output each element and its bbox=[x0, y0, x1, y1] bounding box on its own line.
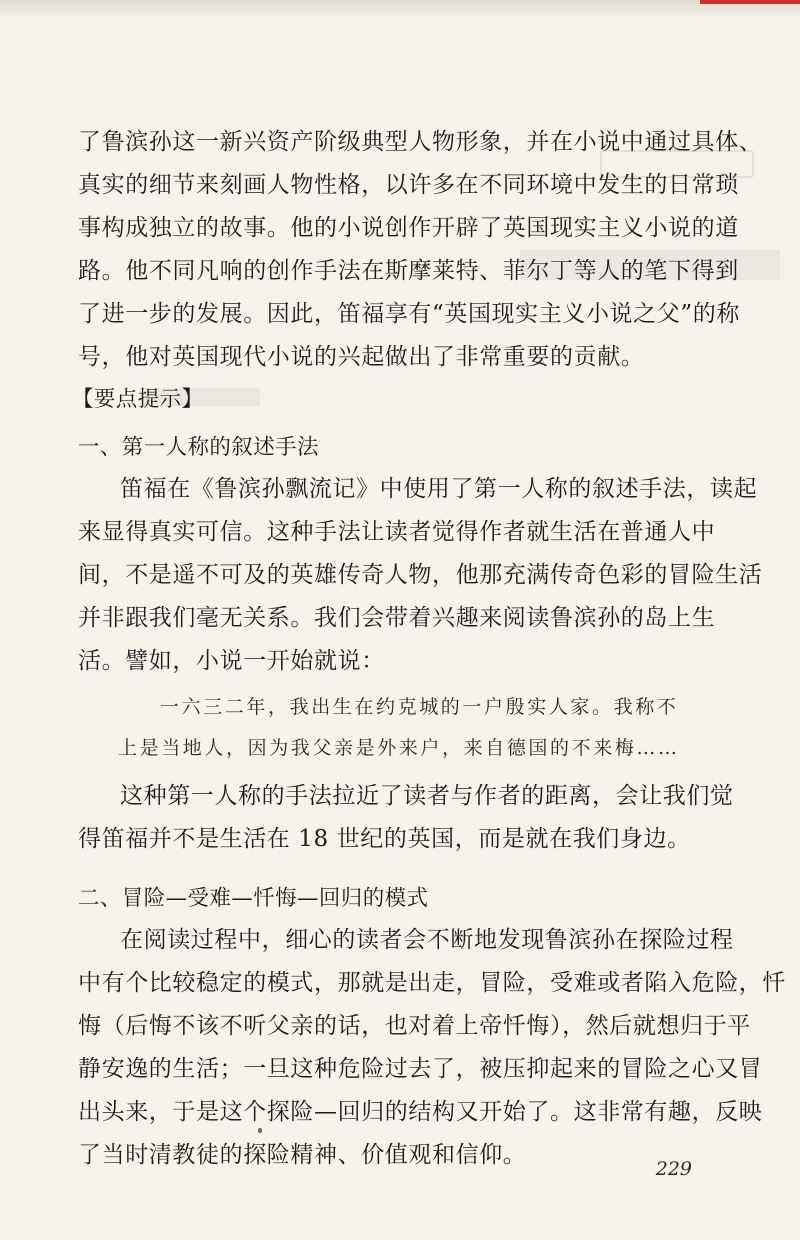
section-1-closing-line: 这种第一人称的手法拉近了读者与作者的距离，会让我们觉 bbox=[120, 783, 734, 809]
paragraph-1-line: 真实的细节来刻画人物性格，以许多在不同环境中发生的日常琐 bbox=[78, 172, 739, 198]
section-1-line: 并非跟我们毫无关系。我们会带着兴趣来阅读鲁滨孙的岛上生 bbox=[78, 605, 716, 631]
section-2-line: 在阅读过程中，细心的读者会不断地发现鲁滨孙在探险过程 bbox=[120, 927, 734, 953]
paragraph-1-line: 号，他对英国现代小说的兴起做出了非常重要的贡献。 bbox=[78, 344, 645, 370]
page-number: 229 bbox=[655, 1158, 692, 1180]
section-1-closing-line: 得笛福并不是生活在 18 世纪的英国，而是就在我们身边。 bbox=[78, 826, 691, 852]
section-1-line: 间，不是遥不可及的英雄传奇人物，他那充满传奇色彩的冒险生活 bbox=[78, 562, 763, 588]
section-2-line: 中有个比较稳定的模式，那就是出走，冒险，受难或者陷入危险，忏 bbox=[78, 970, 786, 996]
section-1-heading: 一、第一人称的叙述手法 bbox=[78, 435, 319, 460]
block-quote-line: 上是当地人，因为我父亲是外来户，来自德国的不来梅…… bbox=[118, 737, 680, 759]
section-1-line: 笛福在《鲁滨孙飘流记》中使用了第一人称的叙述手法，读起 bbox=[120, 476, 758, 502]
paragraph-1-line: 路。他不同凡响的创作手法在斯摩莱特、菲尔丁等人的笔下得到 bbox=[78, 258, 739, 284]
paragraph-1-line: 事构成独立的故事。他的小说创作开辟了英国现实主义小说的道 bbox=[78, 215, 739, 241]
section-1-line: 来显得真实可信。这种手法让读者觉得作者就生活在普通人中 bbox=[78, 519, 716, 545]
key-points-title: 【要点提示】 bbox=[72, 387, 204, 412]
section-2-line: 静安逸的生活；一旦这种危险过去了，被压抑起来的冒险之心又冒 bbox=[78, 1056, 763, 1082]
section-2-line: 悔（后悔不该不听父亲的话，也对着上帝忏悔），然后就想归于平 bbox=[78, 1013, 751, 1039]
section-1-line: 活。譬如，小说一开始就说： bbox=[78, 648, 385, 674]
paragraph-1-line: 了鲁滨孙这一新兴资产阶级典型人物形象，并在小说中通过具体、 bbox=[78, 129, 763, 155]
block-quote-line: 一六三二年，我出生在约克城的一户殷实人家。我称不 bbox=[160, 696, 679, 718]
paragraph-1-line: 了进一步的发展。因此，笛福享有“英国现实主义小说之父”的称 bbox=[78, 301, 740, 327]
section-2-line: 了当时清教徒的探险精神、价值观和信仰。 bbox=[78, 1142, 527, 1168]
section-2-line: 出头来，于是这个探险—回归的结构又开始了。这非常有趣，反映 bbox=[78, 1099, 763, 1125]
ink-speck bbox=[258, 1128, 262, 1133]
section-2-heading: 二、冒险—受难—忏悔—回归的模式 bbox=[78, 886, 429, 911]
